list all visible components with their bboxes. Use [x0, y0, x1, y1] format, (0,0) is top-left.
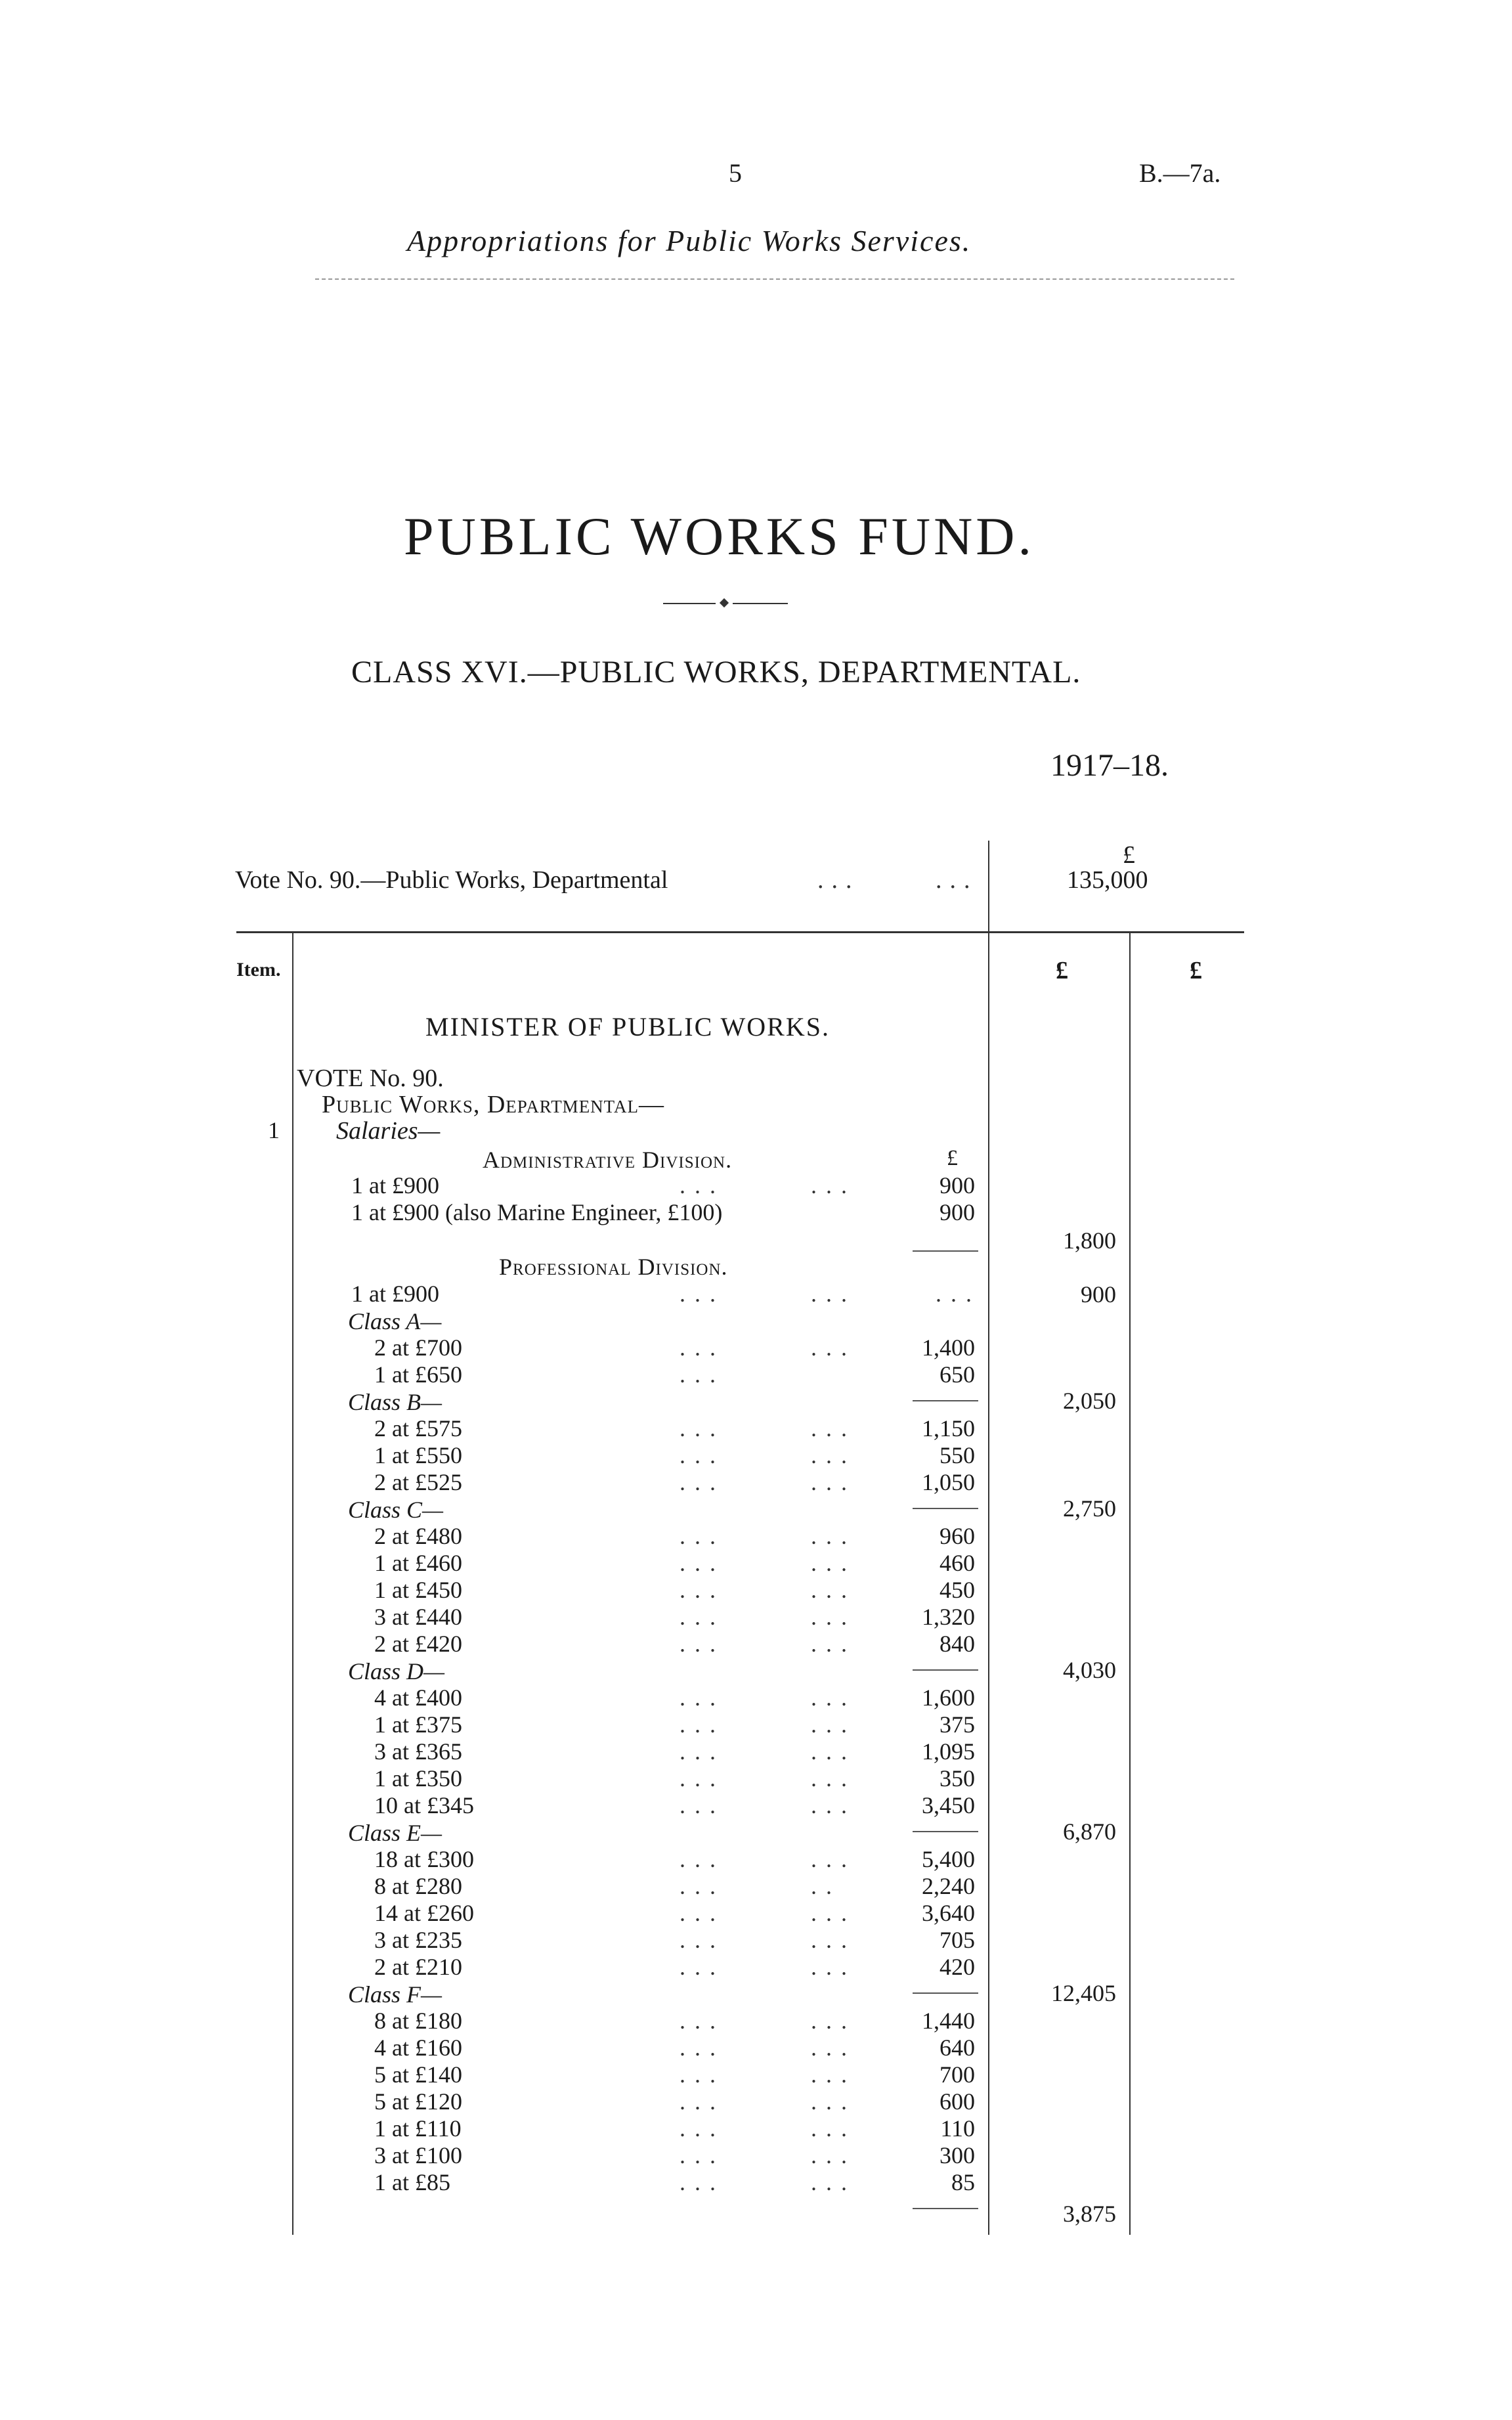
salary-row	[374, 1873, 975, 1899]
salary-amount: 350	[940, 1765, 975, 1792]
salary-amount: 1,440	[922, 2008, 975, 2034]
class-subtotal-rule	[913, 1992, 978, 1994]
vote-number-heading: VOTE No. 90.	[297, 1065, 444, 1092]
leader-dots: ...	[936, 1281, 981, 1307]
admin-pound-sign: £	[947, 1146, 958, 1170]
leader-dots: ...	[811, 1711, 856, 1738]
salary-label: 14 at £260	[374, 1900, 474, 1926]
salary-label: 5 at £140	[374, 2061, 462, 2088]
salary-amount: 705	[940, 1927, 975, 1953]
administrative-division-heading: Administrative Division.	[483, 1147, 733, 1173]
leader-dots: ...	[680, 1711, 725, 1738]
leader-dots: ...	[811, 1765, 856, 1792]
leader-dots: ...	[811, 1927, 856, 1953]
salary-label: 10 at £345	[374, 1792, 474, 1818]
class-heading-a: Class A—	[348, 1308, 442, 1334]
salary-row	[374, 2142, 975, 2168]
salary-label: 2 at £420	[374, 1631, 462, 1657]
salary-amount: 3,450	[922, 1792, 975, 1818]
salary-label: 5 at £120	[374, 2088, 462, 2115]
leader-dots: ...	[680, 1523, 725, 1549]
leader-dots: ...	[811, 1684, 856, 1711]
salary-label: 1 at £110	[374, 2115, 462, 2142]
salary-amount: 650	[940, 1361, 975, 1388]
salary-row	[374, 1954, 975, 1980]
leader-dots: ...	[680, 1900, 725, 1926]
salary-row	[374, 1334, 975, 1361]
salary-amount: 1,150	[922, 1415, 975, 1441]
salary-amount: 900	[940, 1199, 975, 1225]
leader-dots: ...	[680, 2008, 725, 2034]
salary-row	[374, 1900, 975, 1926]
salary-amount: 1,400	[922, 1334, 975, 1361]
class-heading-d: Class D—	[348, 1658, 445, 1684]
salary-label: 3 at £440	[374, 1604, 462, 1630]
class-heading: CLASS XVI.—PUBLIC WORKS, DEPARTMENTAL.	[351, 655, 1081, 690]
leader-dots: ...	[811, 1442, 856, 1468]
leader-dots: ...	[811, 1846, 856, 1872]
salary-amount: 600	[940, 2088, 975, 2115]
vote-column-rule	[988, 841, 989, 933]
salary-label: 18 at £300	[374, 1846, 474, 1872]
class-subtotal-rule	[913, 1669, 978, 1671]
leader-dots: ...	[680, 1361, 725, 1388]
class-subtotal-rule	[913, 1400, 978, 1401]
table-top-rule	[236, 931, 1244, 933]
leader-dots: ...	[680, 2035, 725, 2061]
salary-row	[374, 1523, 975, 1549]
salary-label: 2 at £575	[374, 1415, 462, 1441]
salary-label: 2 at £480	[374, 1523, 462, 1549]
class-subtotal-rule	[913, 1831, 978, 1832]
salary-amount: 1,095	[922, 1738, 975, 1765]
salary-amount: 900	[940, 1172, 975, 1199]
salary-label: 3 at £100	[374, 2142, 462, 2168]
vote-leader-1: ...	[817, 866, 860, 894]
salary-label: 1 at £450	[374, 1577, 462, 1603]
leader-dots: ...	[811, 1469, 856, 1495]
leader-dots: ...	[680, 1846, 725, 1872]
leader-dots: ...	[811, 1415, 856, 1441]
leader-dots: ...	[811, 1172, 856, 1199]
salary-amount: 2,240	[922, 1873, 975, 1899]
salary-label: 3 at £235	[374, 1927, 462, 1953]
salary-row	[374, 2035, 975, 2061]
salary-amount: 85	[951, 2169, 975, 2195]
leader-dots: ...	[680, 2115, 725, 2142]
salary-row	[374, 2169, 975, 2195]
salary-label: 1 at £900	[351, 1172, 439, 1199]
leader-dots: ...	[680, 1281, 725, 1307]
salary-amount: 640	[940, 2035, 975, 2061]
leader-dots: ...	[811, 1604, 856, 1630]
class-total: 3,875	[1063, 2201, 1116, 2227]
salary-label: 4 at £160	[374, 2035, 462, 2061]
salary-row	[374, 1361, 975, 1388]
salary-amount: 550	[940, 1442, 975, 1468]
salary-label: 8 at £280	[374, 1873, 462, 1899]
admin-subtotal-rule	[913, 1250, 978, 1252]
salary-row	[374, 1711, 975, 1738]
class-heading-b: Class B—	[348, 1389, 443, 1415]
salary-amount: 110	[940, 2115, 975, 2142]
leader-dots: ...	[680, 1604, 725, 1630]
leader-dots: ...	[811, 1523, 856, 1549]
leader-dots: ...	[680, 1873, 725, 1899]
item-column-rule	[292, 931, 293, 2235]
leader-dots: ...	[811, 2115, 856, 2142]
class-subtotal-rule	[913, 1508, 978, 1509]
leader-dots: ...	[811, 1792, 856, 1818]
salary-row	[374, 1792, 975, 1818]
salary-label: 2 at £210	[374, 1954, 462, 1980]
leader-dots: ...	[680, 1792, 725, 1818]
leader-dots: ...	[680, 1550, 725, 1576]
header-rule	[315, 278, 1234, 280]
column-header-pounds-2: £	[1190, 957, 1202, 984]
leader-dots: ...	[811, 2035, 856, 2061]
salary-row	[374, 1738, 975, 1765]
salary-row	[374, 1631, 975, 1657]
salary-label: 1 at £900 (also Marine Engineer, £100)	[351, 1199, 723, 1225]
leader-dots: ...	[811, 1281, 856, 1307]
minister-heading: MINISTER OF PUBLIC WORKS.	[425, 1012, 830, 1042]
salary-row	[374, 2088, 975, 2115]
leader-dots: ...	[811, 2061, 856, 2088]
class-heading-e: Class E—	[348, 1820, 443, 1846]
leader-dots: ...	[811, 1334, 856, 1361]
admin-row-2	[351, 1199, 975, 1225]
salary-row	[374, 2061, 975, 2088]
leader-dots: ...	[680, 1442, 725, 1468]
leader-dots: ...	[811, 1900, 856, 1926]
salary-label: 3 at £365	[374, 1738, 462, 1765]
leader-dots: ...	[680, 1765, 725, 1792]
vote-pound-sign: £	[1123, 841, 1135, 869]
salary-label: 2 at £700	[374, 1334, 462, 1361]
salary-row	[374, 1442, 975, 1468]
salary-amount: 3,640	[922, 1900, 975, 1926]
salary-amount: 420	[940, 1954, 975, 1980]
salary-row	[374, 2008, 975, 2034]
document-reference: B.—7a.	[1139, 158, 1221, 188]
year-heading: 1917–18.	[1050, 748, 1169, 783]
salary-row	[374, 1469, 975, 1495]
leader-dots: ...	[811, 2008, 856, 2034]
salary-row	[374, 1577, 975, 1603]
salary-row	[374, 1765, 975, 1792]
column-header-pounds-1: £	[1056, 957, 1068, 984]
salary-label: 1 at £650	[374, 1361, 462, 1388]
page-title: PUBLIC WORKS FUND.	[404, 506, 1035, 566]
salary-row	[374, 1550, 975, 1576]
salary-label: 1 at £350	[374, 1765, 462, 1792]
leader-dots: ...	[680, 1631, 725, 1657]
public-works-heading: Public Works, Departmental—	[322, 1091, 665, 1118]
leader-dots: ...	[811, 1954, 856, 1980]
leader-dots: ...	[680, 1738, 725, 1765]
vote-leader-2: ...	[936, 866, 978, 894]
salary-row	[374, 1846, 975, 1872]
professional-division-heading: Professional Division.	[499, 1254, 728, 1280]
vote-amount: 135,000	[1067, 866, 1148, 894]
leader-dots: ...	[680, 1415, 725, 1441]
salary-row	[374, 1927, 975, 1953]
item-number: 1	[268, 1117, 280, 1143]
salary-row	[374, 1684, 975, 1711]
page-number: 5	[729, 158, 742, 188]
salary-row	[374, 1415, 975, 1441]
amount-column-rule	[988, 931, 989, 2235]
leader-dots: ...	[811, 1550, 856, 1576]
running-title: Appropriations for Public Works Services.	[407, 224, 972, 257]
salary-row	[374, 2115, 975, 2142]
class-total: 2,050	[1063, 1388, 1116, 1414]
class-total: 2,750	[1063, 1495, 1116, 1522]
class-total: 4,030	[1063, 1657, 1116, 1683]
total-column-rule	[1129, 931, 1131, 2235]
salary-label: 4 at £400	[374, 1684, 462, 1711]
professional-total: 900	[1081, 1281, 1116, 1308]
salary-label: 1 at £85	[374, 2169, 450, 2195]
leader-dots: ...	[811, 2088, 856, 2115]
title-ornament	[663, 599, 788, 608]
item-column-header: Item.	[236, 959, 281, 980]
salary-label: 1 at £900	[351, 1281, 439, 1307]
leader-dots: ...	[811, 1738, 856, 1765]
salary-label: 8 at £180	[374, 2008, 462, 2034]
class-total: 6,870	[1063, 1818, 1116, 1845]
salary-amount: 960	[940, 1523, 975, 1549]
leader-dots: ...	[680, 1334, 725, 1361]
salary-label: 1 at £375	[374, 1711, 462, 1738]
salary-amount: 5,400	[922, 1846, 975, 1872]
salary-amount: 840	[940, 1631, 975, 1657]
leader-dots: ...	[680, 1577, 725, 1603]
leader-dots: ...	[811, 1631, 856, 1657]
leader-dots: ...	[811, 2142, 856, 2168]
salary-row	[374, 1604, 975, 1630]
salary-amount: 1,320	[922, 1604, 975, 1630]
leader-dots: ...	[680, 2061, 725, 2088]
leader-dots: ...	[811, 1577, 856, 1603]
leader-dots: ...	[680, 2169, 725, 2195]
salary-amount: 1,050	[922, 1469, 975, 1495]
admin-total: 1,800	[1063, 1227, 1116, 1254]
leader-dots: ...	[680, 1172, 725, 1199]
salary-amount: 450	[940, 1577, 975, 1603]
salary-amount: 700	[940, 2061, 975, 2088]
admin-row-1	[351, 1172, 975, 1199]
class-heading-c: Class C—	[348, 1497, 444, 1523]
professional-row	[351, 1281, 981, 1307]
class-heading-f: Class F—	[348, 1981, 443, 2008]
salary-label: 1 at £550	[374, 1442, 462, 1468]
leader-dots: ...	[680, 1927, 725, 1953]
salary-amount: 460	[940, 1550, 975, 1576]
leader-dots: ...	[680, 1954, 725, 1980]
salary-label: 1 at £460	[374, 1550, 462, 1576]
salary-amount: 375	[940, 1711, 975, 1738]
class-total: 12,405	[1051, 1980, 1116, 2006]
vote-label: Vote No. 90.—Public Works, Departmental	[235, 866, 668, 894]
leader-dots: ...	[680, 1684, 725, 1711]
salary-amount: 300	[940, 2142, 975, 2168]
leader-dots: ...	[680, 1469, 725, 1495]
leader-dots: ...	[811, 2169, 856, 2195]
leader-dots: ...	[680, 2142, 725, 2168]
salary-label: 2 at £525	[374, 1469, 462, 1495]
leader-dots: ...	[680, 2088, 725, 2115]
salaries-heading: Salaries—	[336, 1117, 441, 1145]
leader-dots: ..	[811, 1873, 841, 1899]
salary-amount: 1,600	[922, 1684, 975, 1711]
class-subtotal-rule	[913, 2208, 978, 2209]
